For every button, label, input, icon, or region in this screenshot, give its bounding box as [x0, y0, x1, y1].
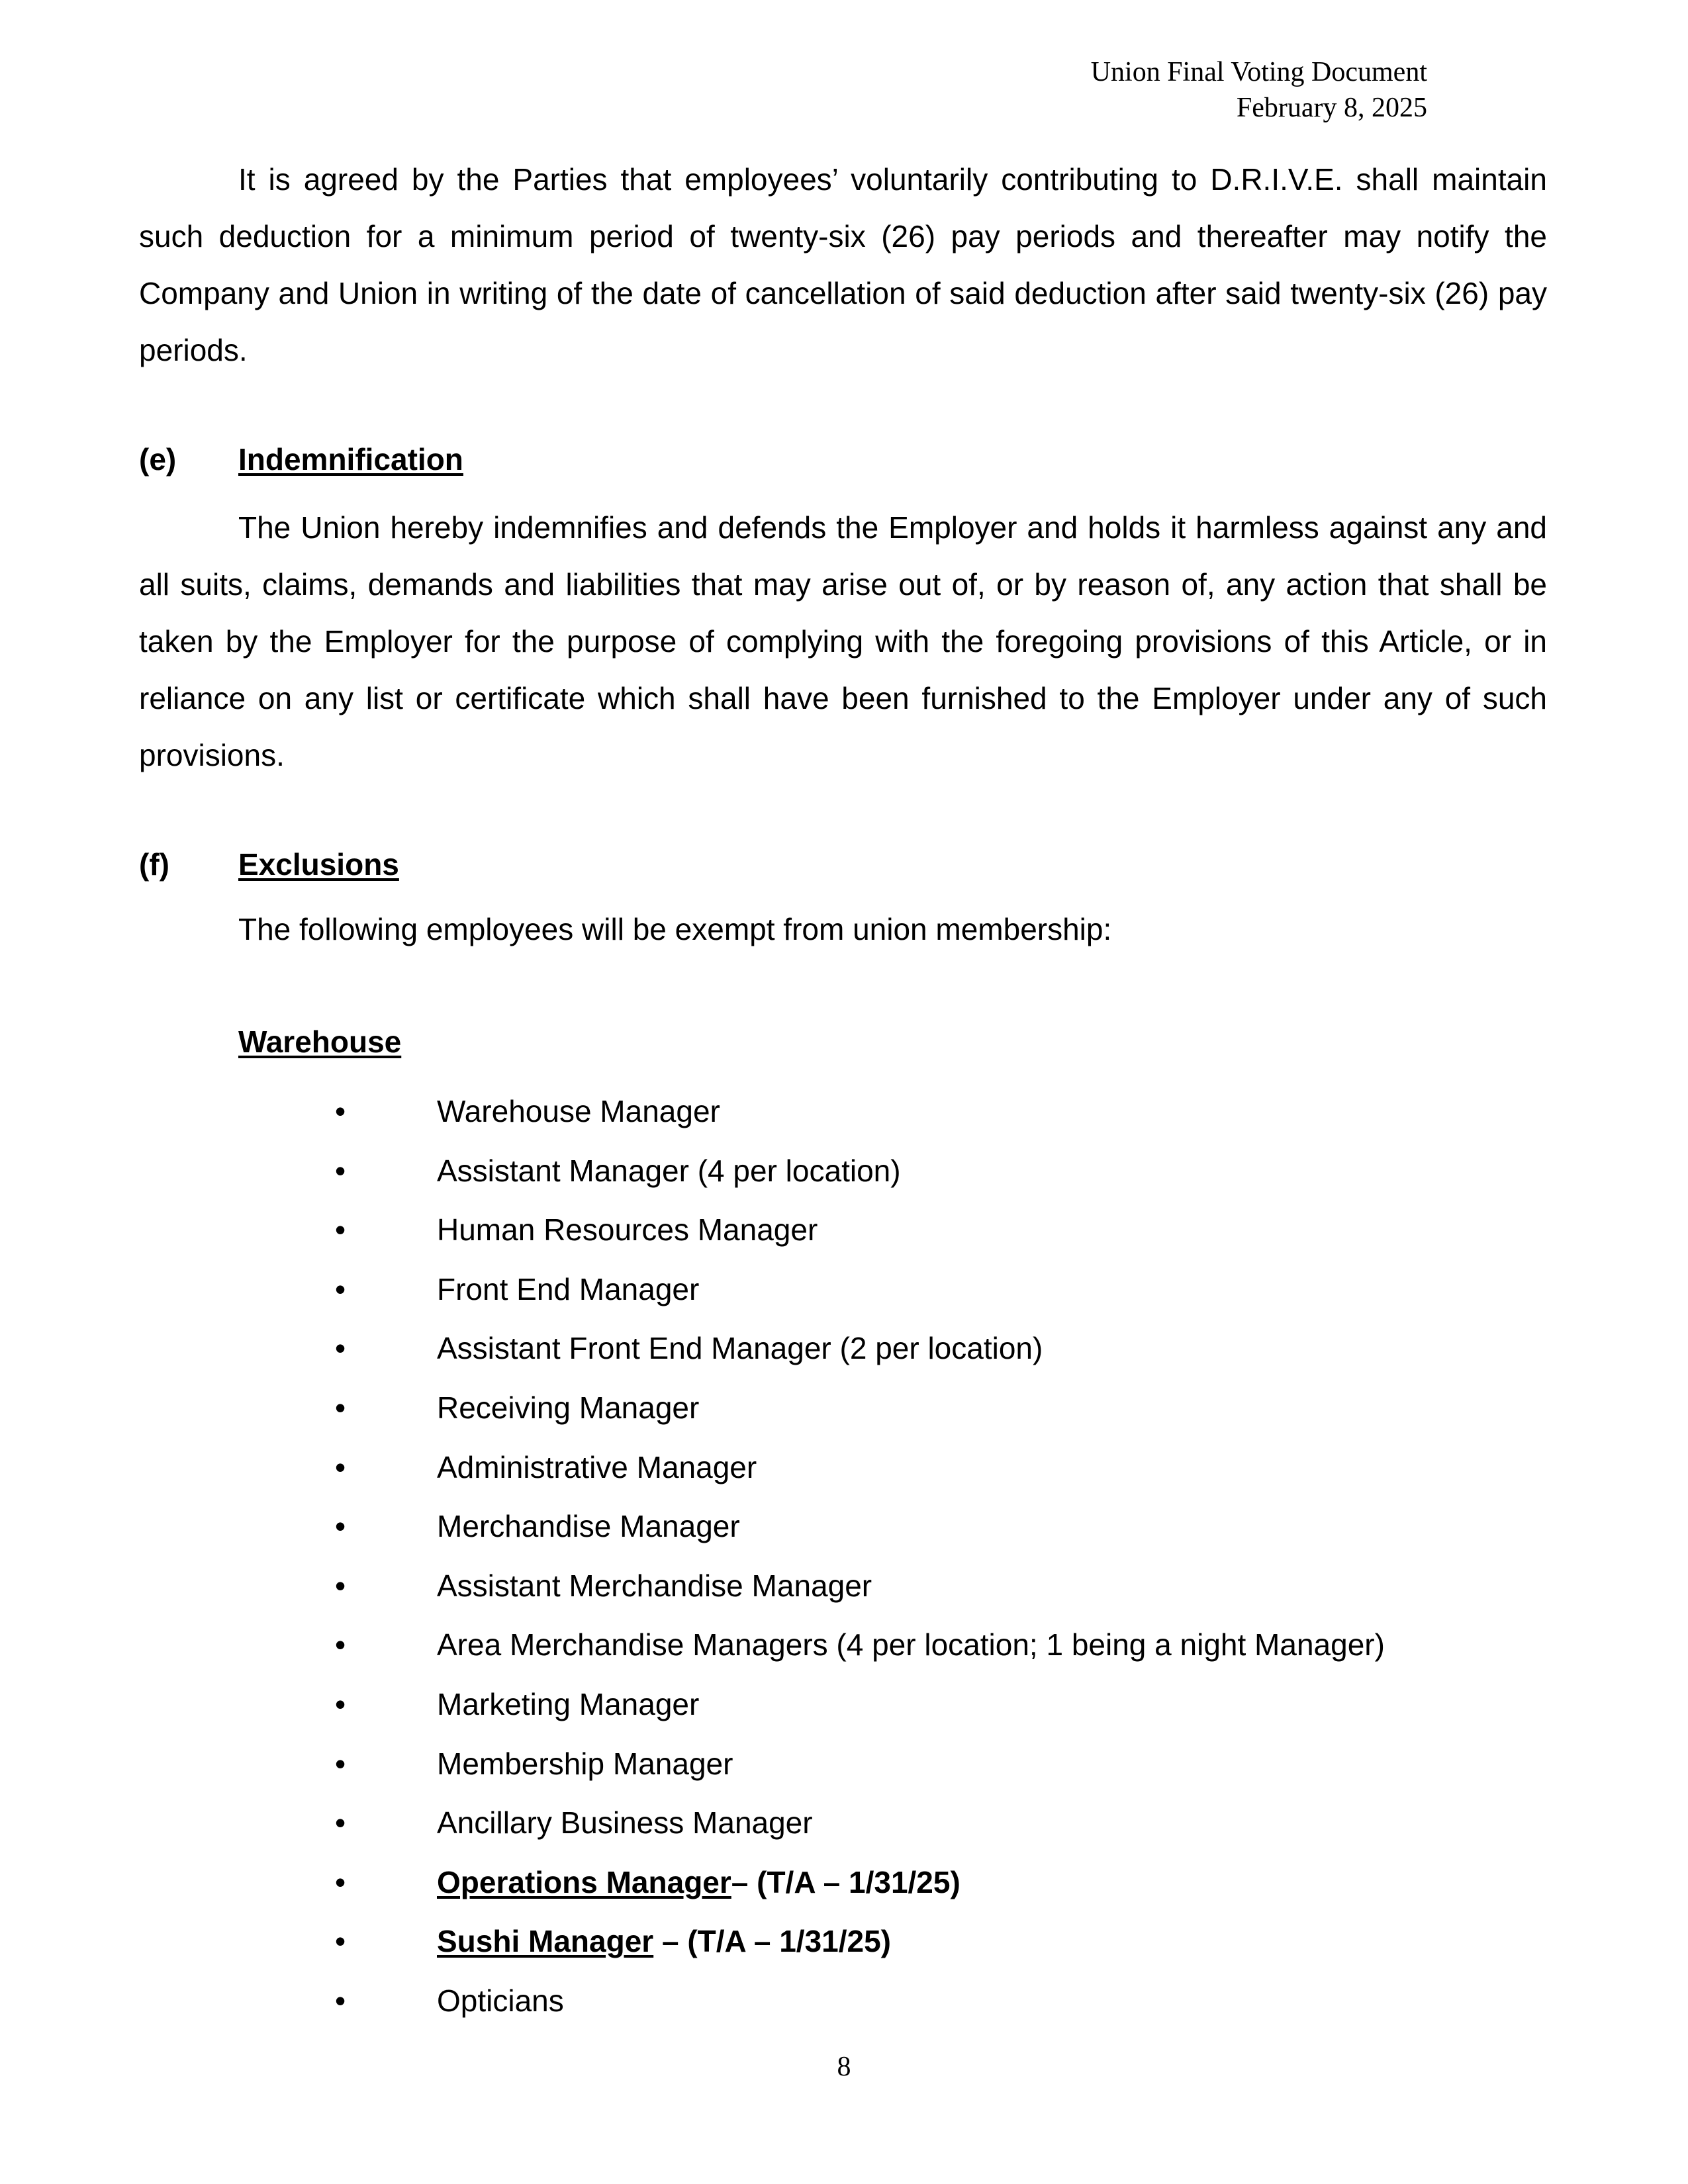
bullet-icon: •	[335, 1568, 346, 1603]
list-item-text: Merchandise Manager	[437, 1509, 740, 1544]
list-item-text: Ancillary Business Manager	[437, 1805, 813, 1841]
bullet-icon: •	[335, 1153, 346, 1188]
list-item	[0, 1330, 1688, 1389]
list-item	[0, 1093, 1688, 1152]
list-item-underlined-title: Sushi Manager	[437, 1924, 654, 1959]
section-f-letter: (f)	[139, 847, 169, 882]
bullet-icon: •	[335, 1390, 346, 1425]
document-header	[1091, 54, 1427, 126]
list-item	[0, 1686, 1688, 1745]
list-item	[0, 1626, 1688, 1686]
list-item	[0, 1804, 1688, 1864]
bullet-icon: •	[335, 1627, 346, 1662]
section-f-title: Exclusions	[238, 847, 399, 882]
page-number: 8	[837, 2052, 851, 2082]
list-item-text: Membership Manager	[437, 1746, 733, 1781]
list-item-text: Warehouse Manager	[437, 1094, 720, 1128]
document-date: February 8, 2025	[1236, 93, 1427, 123]
list-item-text: Receiving Manager	[437, 1390, 700, 1425]
bullet-icon: •	[335, 1331, 346, 1366]
list-item-text: Assistant Merchandise Manager	[437, 1568, 872, 1603]
bullet-icon: •	[335, 1805, 346, 1841]
list-item-underlined-title: Operations Manager	[437, 1864, 731, 1899]
bullet-icon: •	[335, 1509, 346, 1544]
list-item	[0, 1982, 1688, 2042]
bullet-icon: •	[335, 1094, 346, 1128]
list-item-text: Assistant Front End Manager (2 per location)	[437, 1331, 1043, 1366]
section-e-title: Indemnification	[238, 442, 463, 477]
bullet-icon: •	[335, 1212, 346, 1248]
list-item-annotation: – (T/A – 1/31/25)	[653, 1924, 891, 1959]
bullet-icon: •	[335, 1686, 346, 1721]
list-item-text: Assistant Manager (4 per location)	[437, 1153, 901, 1188]
list-item-text: Human Resources Manager	[437, 1212, 818, 1248]
list-item-text	[437, 1864, 961, 1901]
list-item	[0, 1864, 1688, 1923]
list-item-text: Opticians	[437, 1983, 564, 2018]
exclusion-list	[0, 1093, 1688, 2042]
list-item	[0, 1449, 1688, 1508]
list-item-text: Front End Manager	[437, 1271, 700, 1306]
list-item-text: Marketing Manager	[437, 1686, 700, 1721]
list-item	[0, 1745, 1688, 1805]
bullet-icon: •	[335, 1864, 346, 1899]
bullet-icon: •	[335, 1449, 346, 1484]
list-item	[0, 1271, 1688, 1330]
drive-deduction-paragraph: It is agreed by the Parties that employees’ voluntarily contributing to D.R.I.V.E. shall maintain such deduction for a minimum period of twenty-six (26) pay periods and thereafter may notify the Company and Union in writing of the date of cancellation of said deduction after said twenty-six (26) pay periods.	[139, 162, 1547, 367]
indemnification-paragraph: The Union hereby indemnifies and defends the Employer and holds it harmless against any and all suits, claims, demands and liabilities that may arise out of, or by reason of, any action that shall be taken by the Employer for the purpose of complying with the foregoing provisions of this Article, or in reliance on any list or certificate which shall have been furnished to the Employer under any of such provisions.	[139, 510, 1547, 772]
bullet-icon: •	[335, 1983, 346, 2018]
list-item-text: Area Merchandise Managers (4 per location; 1 being a night Manager)	[437, 1627, 1385, 1662]
list-item	[0, 1152, 1688, 1212]
list-item	[0, 1923, 1688, 1982]
bullet-icon: •	[335, 1746, 346, 1781]
list-item-annotation: – (T/A – 1/31/25)	[731, 1864, 961, 1899]
section-e-letter: (e)	[139, 442, 177, 477]
list-item-text: Administrative Manager	[437, 1449, 757, 1484]
list-item	[0, 1211, 1688, 1271]
warehouse-subheading: Warehouse	[238, 1024, 402, 1059]
list-item	[0, 1567, 1688, 1627]
exclusions-intro: The following employees will be exempt from union membership:	[238, 912, 1112, 946]
list-item	[0, 1508, 1688, 1567]
list-item-text	[437, 1923, 891, 1960]
bullet-icon: •	[335, 1924, 346, 1959]
bullet-icon: •	[335, 1271, 346, 1306]
document-title: Union Final Voting Document	[1090, 57, 1427, 87]
list-item	[0, 1389, 1688, 1449]
